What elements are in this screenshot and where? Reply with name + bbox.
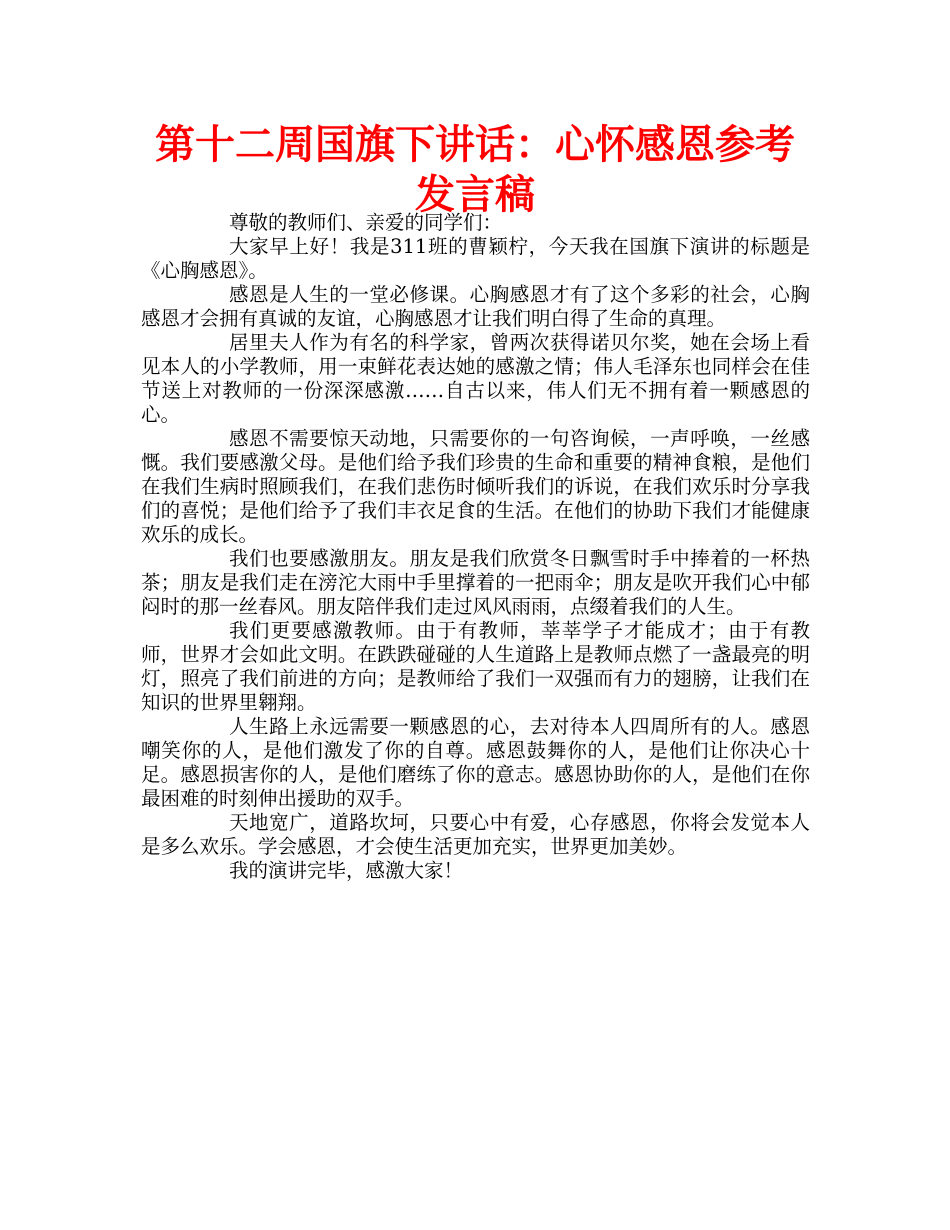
- paragraph-closing: 我的演讲完毕，感激大家！: [229, 859, 464, 882]
- paragraph: 感恩是人生的一堂必修课。心胸感恩才有了这个多彩的社会，心胸感恩才会拥有真诚的友谊，心胸感恩才让我们明白得了生命的真理。: [141, 283, 810, 330]
- document-title: 第十二周国旗下讲话：心怀感恩参考发言稿: [155, 122, 795, 218]
- paragraph: 我们更要感激教师。由于有教师，莘莘学子才能成才；由于有教师，世界才会如此文明。在跌跌碰碰的人生道路上是教师点燃了一盏最亮的明灯，照亮了我们前进的方向；是教师给了我们一双强而有力的翅膀，让我们在知识的世界里翱翔。: [141, 619, 810, 714]
- paragraph: 感恩不需要惊天动地，只需要你的一句咨询候，一声呼唤，一丝感慨。我们要感激父母。是他们给予我们珍贵的生命和重要的精神食粮，是他们在我们生病时照顾我们，在我们悲伤时倾听我们的诉说，在我们欢乐时分享我们的喜悦；是他们给予了我们丰衣足食的生活。在他们的协助下我们才能健康欢乐的成长。: [141, 427, 810, 546]
- paragraph: 人生路上永远需要一颗感恩的心，去对待本人四周所有的人。感恩嘲笑你的人，是他们激发了你的自尊。感恩鼓舞你的人，是他们让你决心十足。感恩损害你的人，是他们磨练了你的意志。感恩协助你的人，是他们在你最困难的时刻伸出援助的双手。: [141, 715, 810, 810]
- paragraph: 居里夫人作为有名的科学家，曾两次获得诺贝尔奖，她在会场上看见本人的小学教师，用一束鲜花表达她的感激之情；伟人毛泽东也同样会在佳节送上对教师的一份深深感激……自古以来，伟人们无不拥有着一颗感恩的心。: [141, 331, 810, 426]
- document-body: [141, 211, 810, 883]
- paragraph-greeting: 大家早上好！我是311班的曹颖柠，今天我在国旗下演讲的标题是《心胸感恩》。: [141, 235, 810, 282]
- paragraph-salutation: 尊敬的教师们、亲爱的同学们：: [229, 211, 503, 234]
- paragraph: 我们也要感激朋友。朋友是我们欣赏冬日飘雪时手中捧着的一杯热茶；朋友是我们走在滂沱大雨中手里撑着的一把雨伞；朋友是吹开我们心中郁闷时的那一丝春风。朋友陪伴我们走过风风雨雨，点缀着我们的人生。: [141, 547, 810, 618]
- paragraph: 天地宽广，道路坎坷，只要心中有爱，心存感恩，你将会发觉本人是多么欢乐。学会感恩，才会使生活更加充实，世界更加美妙。: [141, 811, 810, 858]
